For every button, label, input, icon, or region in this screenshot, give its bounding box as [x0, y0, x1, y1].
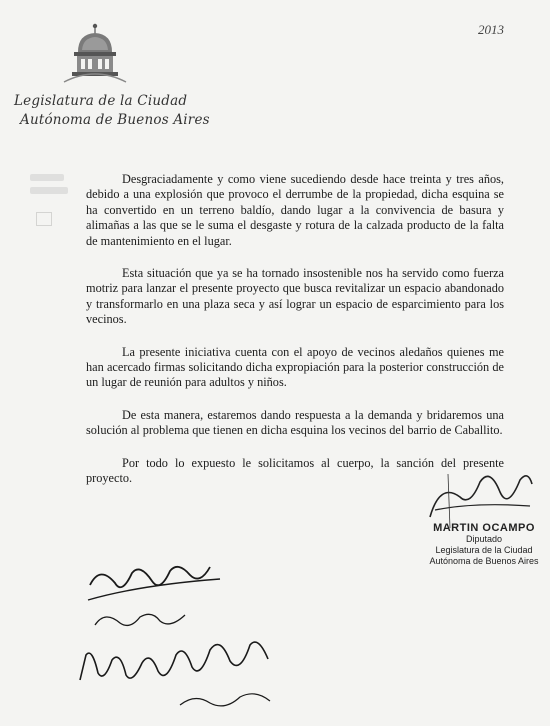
- header-institution-line-2: Autónoma de Buenos Aires: [20, 112, 210, 128]
- show-through-marks: [30, 174, 70, 234]
- stamp-institution-1: Legislatura de la Ciudad: [435, 545, 533, 555]
- paragraph-2: Esta situación que ya se ha tornado insostenible nos ha servido como fuerza motriz para lanzar el presente proyecto que busca revitalizar un espacio abandonado y transformarlo en una plaza seca y así lograr un espacio de esparcimiento para los vecinos.: [86, 266, 504, 327]
- header-institution-line-1: Legislatura de la Ciudad: [14, 93, 188, 109]
- letter-body: [86, 172, 504, 504]
- page-number: 2013: [478, 22, 504, 37]
- handwritten-signatures: [60, 555, 320, 720]
- stamp-role: Diputado: [465, 534, 503, 544]
- paragraph-5: Por todo lo expuesto le solicitamos al cuerpo, la sanción del presente proyecto.: [86, 455, 504, 486]
- stamp-institution-2: Autónoma de Buenos Aires: [429, 556, 539, 566]
- legislature-logo: [60, 18, 130, 88]
- stamp-name: MARTIN OCAMPO: [433, 522, 535, 534]
- deputy-stamp: [420, 522, 548, 567]
- paragraph-3: La presente iniciativa cuenta con el apoyo de vecinos aledaños quienes me han acercado firmas solicitando dicha expropiación para la posterior construcción de un lugar de reunión para adultos y niños.: [86, 344, 504, 390]
- paragraph-4: De esta manera, estaremos dando respuesta a la demanda y bridaremos una solución al problema que tienen en dicha esquina los vecinos del barrio de Caballito.: [86, 407, 504, 438]
- paragraph-1: Desgraciadamente y como viene sucediendo desde hace treinta y tres años, debido a una explosión que provoco el derrumbe de la propiedad, dicha esquina se ha convertido en un terreno baldío, dando lugar a la convivencia de basura y alimañas a las que se le suma el desgaste y rotura de la calzada producto de la falta de mantenimiento en el lugar.: [86, 172, 504, 248]
